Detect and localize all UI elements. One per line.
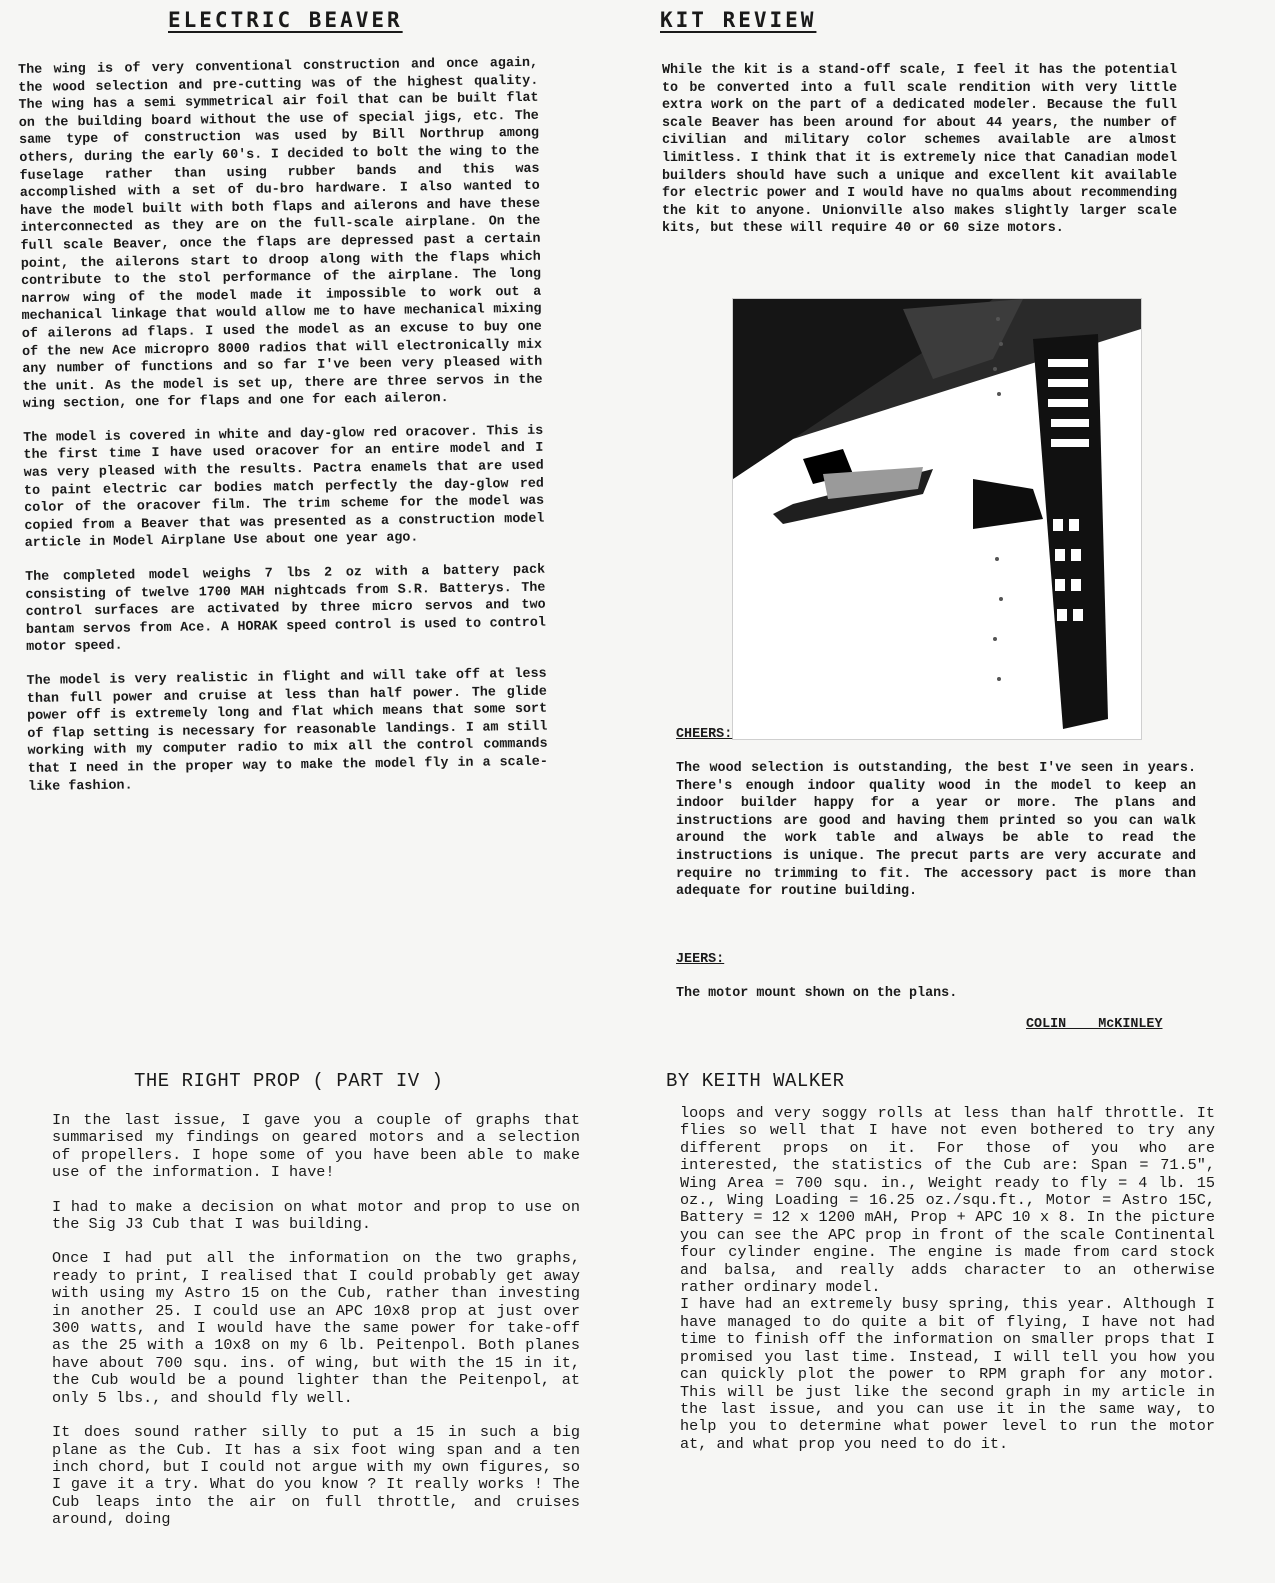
cheers-text: The wood selection is outstanding, the best I've seen in years. There's enough indoor quality wood in the model to keep an indoor builder happy for a year or more. The plans and instructions are good and having them printed so you can walk around the work table and always be able to read the instructions is unique. The precut parts are very accurate and require no trimming to fit. The accessory pact is more than adequate for routine building.: [676, 761, 1196, 900]
author-signature: COLIN McKINLEY: [1026, 1017, 1163, 1032]
paragraph-decision: I had to make a decision on what motor and prop to use on the Sig J3 Cub that I was building.: [52, 1197, 590, 1234]
model-airplane-photo: [733, 299, 1141, 739]
model-photo: [732, 298, 1142, 740]
jeers-section: [676, 952, 1196, 1019]
cheers-section: [676, 727, 1196, 917]
paragraph-wing: The wing is of very conventional construction and once again, the wood selection and pre-cutting was of the highest quality. The wing has a semi symmetrical air foil that can be built flat on the building board without the use of special jigs, etc. The same type of construction was used by Bill Northrup among others, during the early 60's. I decided to bolt the wing to the fuselage rather than using rubber bands and this was accomplished with a set of du-bro hardware. I also wanted to have the model built with both flaps and ailerons and have these interconnected as they are on the full-scale airplane. On the full scale Beaver, once the flaps are depressed past a certain point, the ailerons start to droop along with the flaps which contribute to the stol performance of the airplane. The long narrow wing of the model made it impossible to work out a mechanical linkage that would allow me to have mechanical mixing of ailerons ad flaps. I used the model as an excuse to buy one of the new Ace micropro 8000 radios that will electronically mix any number of functions and so far I've been very pleased with the unit. As the model is set up, there are three servos in the wing section, one for flaps and one for each aileron.: [18, 55, 551, 413]
article-title: THE RIGHT PROP ( PART IV ): [134, 1070, 444, 1092]
paragraph-flight: The model is very realistic in flight and will take off at less than full power and cruise at less than half power. The glide power off is extremely long and flat which means that some sort of flap setting is necessary for reasonable landings. I am still working with my computer radio to mix all the control commands that I need in the proper way to make the model fly in a scale-like fashion.: [26, 666, 556, 795]
paragraph-silly: It does sound rather silly to put a 15 in such a big plane as the Cub. It has a six foot wing span and a ten inch chord, but I could not argue with my own figures, so I gave it a try. What do you know ? It really works ! The Cub leaps into the air on full throttle, and cruises around, doing: [52, 1423, 590, 1529]
cheers-label: CHEERS:: [676, 727, 733, 742]
right-top-column: [662, 62, 1186, 254]
paragraph-weight: The completed model weighs 7 lbs 2 oz with a battery pack consisting of twelve 1700 MAH nightcads from S.R. Batterys. The control surfaces are activated by three micro servos and two bantam servos from Ace. A HORAK speed control is used to control motor speed.: [25, 562, 555, 656]
bottom-right-column: [680, 1104, 1225, 1453]
paragraph-covering: The model is covered in white and day-glow red oracover. This is the first time I have used oracover for an entire model and I was very pleased with the results. Pactra enamels that are used to paint electric car bodies match perfectly the day-glow red color of the oracover film. The trim scheme for the model was copied from a Beaver that was presented as a construction model article in Model Airplane Use about one year ago.: [23, 423, 553, 552]
header-left-title: ELECTRIC BEAVER: [168, 8, 403, 32]
bottom-left-column: [52, 1111, 590, 1546]
paragraph-last-issue: In the last issue, I gave you a couple of graphs that summarised my findings on geared motors and a selection of propellers. I hope some of you have been able to make use of the information. I have!: [52, 1111, 590, 1182]
paragraph-graphs: Once I had put all the information on the two graphs, ready to print, I realised that I could probably get away with using my Astro 15 on the Cub, rather than investing in another 25. I could use an APC 10x8 prop at just over 300 watts, and I would have the same power for take-off as the 25 with a 10x8 on my 6 lb. Peitenpol. Both planes have about 700 squ. ins. of wing, but with the 15 in it, the Cub would be a pound lighter than the Peitenpol, at only 5 lbs., and should fly well.: [52, 1249, 590, 1407]
paragraph-busy-spring: I have had an extremely busy spring, this year. Although I have managed to do quite a bit of flying, I have not had time to finish off the information on smaller props that I promised you last time. Instead, I will tell you how you can quickly plot the power to RPM graph for any motor. This will be just like the second graph in my article in the last issue, and you can use it in the same way, to help you to determine what power level to run the motor at, and what prop you need to do it.: [680, 1295, 1225, 1453]
jeers-text: The motor mount shown on the plans.: [676, 986, 958, 1001]
jeers-label: JEERS:: [676, 952, 725, 967]
paragraph-kit-review: While the kit is a stand-off scale, I feel it has the potential to be converted into a full scale rendition with very little extra work on the part of a dedicated modeler. Because the full scale Beaver has been around for about 44 years, the number of civilian and military color schemes available are almost limitless. I think that it is extremely nice that Canadian model builders should have such a unique and excellent kit available for electric power and I would have no qualms about recommending the kit to anyone. Unionville also makes slightly larger scale kits, but these will require 40 or 60 size motors.: [662, 63, 1186, 237]
header-right-title: KIT REVIEW: [660, 8, 817, 32]
article-author: BY KEITH WALKER: [666, 1070, 845, 1092]
paragraph-statistics: loops and very soggy rolls at less than half throttle. It flies so well that I have not even bothered to try any different props on it. For those of you who are interested, the statistics of the Cub are: Span = 71.5", Wing Area = 700 squ. in., Weight ready to fly = 4 lb. 15 oz., Wing Loading = 16.25 oz./squ.ft., Motor = Astro 15C, Battery = 12 x 1200 mAH, Prop + APC 10 x 8. In the picture you can see the APC prop in front of the scale Continental four cylinder engine. The engine is made from card stock and balsa, and really adds character to an otherwise rather ordinary model.: [680, 1104, 1225, 1297]
left-top-column: [18, 55, 556, 812]
